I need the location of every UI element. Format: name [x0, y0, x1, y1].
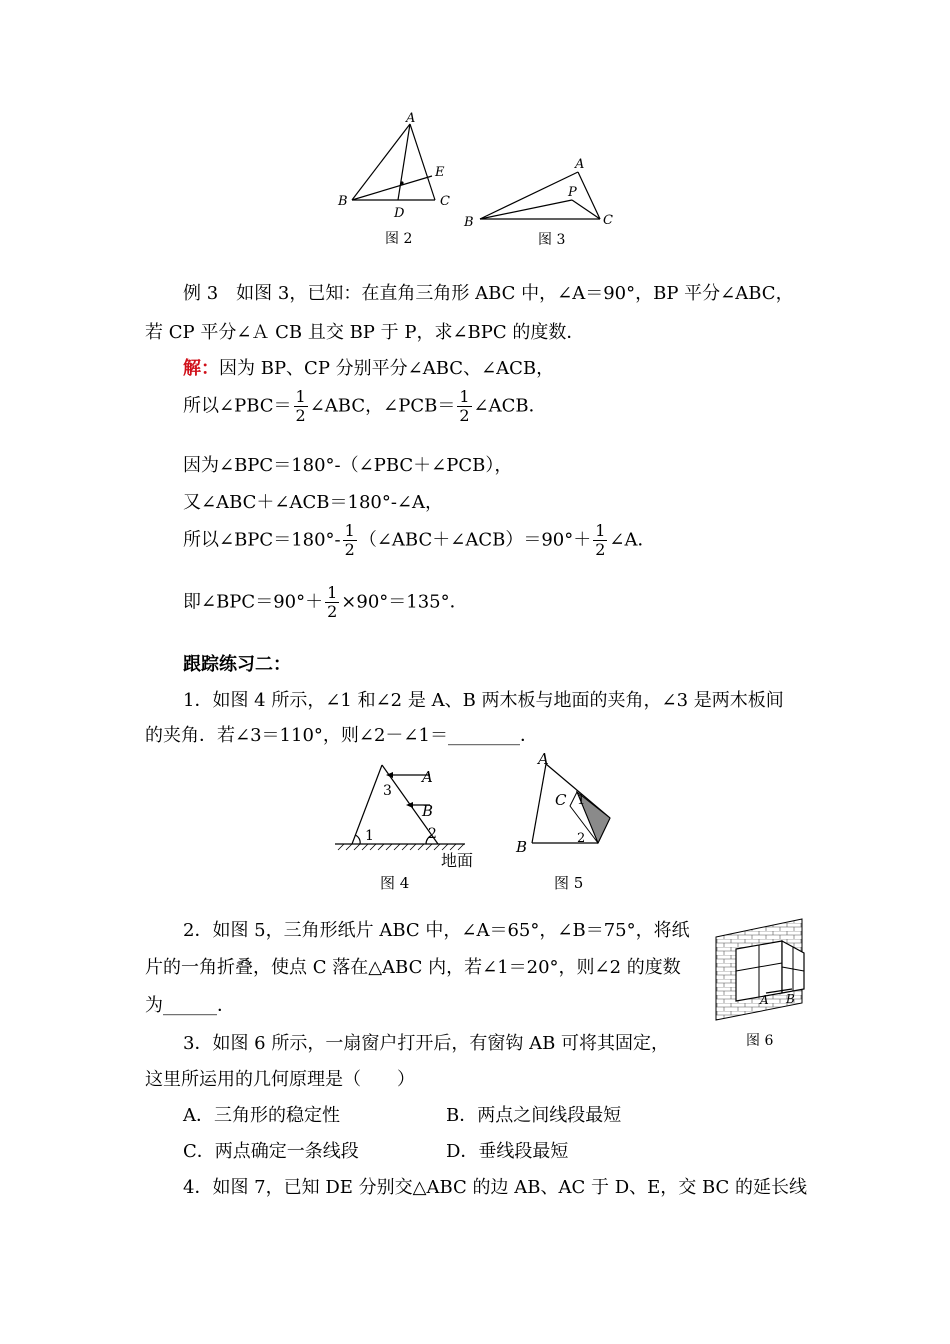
q1-line1: 1．如图 4 所示，∠1 和∠2 是 A、B 两木板与地面的夹角，∠3 是两木板间 [183, 690, 784, 711]
fig6-label-b: B [786, 992, 795, 1006]
example3-line2: 若 CP 平分∠Ａ CB 且交 BP 于 P，求∠BPC 的度数． [145, 322, 585, 343]
frac-den: 2 [459, 406, 470, 425]
solution-text-2c: ∠ACB． [473, 395, 547, 417]
frac-num: 1 [459, 387, 470, 406]
fig4-label-ground: 地面 [441, 851, 474, 870]
figure-3 [460, 150, 620, 250]
fig5-label-c: C [555, 791, 567, 809]
solution-text-5a: 所以∠BPC＝180°- [183, 529, 341, 551]
solution-text-6b: ×90°＝135°． [341, 591, 468, 613]
frac-den: 2 [344, 540, 355, 559]
solution-text-5c: ∠A． [609, 529, 656, 551]
figure-5 [510, 748, 630, 893]
solution-text-2b: ∠ABC，∠PCB＝ [309, 395, 456, 417]
fig2-label-d: D [394, 206, 405, 221]
fig4-label-2: 2 [428, 826, 437, 842]
frac-num: 1 [344, 521, 355, 540]
solution-text-1: 因为 BP、CP 分别平分∠ABC、∠ACB， [219, 358, 555, 379]
solution-line3: 因为∠BPC＝180°-（∠PBC＋∠PCB）， [183, 455, 513, 476]
fig6-label-a: A [760, 993, 769, 1007]
fraction-half [325, 584, 339, 621]
q3-option-a: A．三角形的稳定性 [183, 1105, 340, 1126]
fig3-label-c: C [603, 213, 613, 228]
fraction-half [343, 522, 357, 559]
fig4-label-1: 1 [365, 828, 374, 844]
fig3-label-b: B [464, 215, 474, 230]
solution-text-2a: 所以∠PBC＝ [183, 395, 292, 417]
figure-4 [330, 755, 490, 895]
fig3-label-p: P [568, 185, 577, 200]
q3-option-d: D．垂线段最短 [446, 1141, 569, 1162]
fig6-caption: 图 6 [746, 1033, 774, 1049]
solution-text-5b: （∠ABC＋∠ACB）＝90°＋ [358, 529, 592, 551]
fig5-label-2: 2 [577, 831, 586, 846]
frac-num: 1 [295, 387, 306, 406]
fig5-label-a: A [538, 750, 549, 768]
q3-option-c: C．两点确定一条线段 [183, 1141, 359, 1162]
q2-line1: 2．如图 5，三角形纸片 ABC 中，∠A＝65°，∠B＝75°，将纸 [183, 920, 690, 941]
fraction-half [457, 388, 471, 425]
frac-den: 2 [595, 540, 606, 559]
frac-num: 1 [595, 521, 606, 540]
figure-6 [710, 915, 810, 1055]
q4-line1: 4．如图 7，已知 DE 分别交△ABC 的边 AB、AC 于 D、E，交 BC 的延长线 [183, 1177, 808, 1198]
solution-line2 [183, 388, 547, 425]
figure-2 [330, 110, 460, 250]
solution-line6 [183, 584, 468, 621]
fig2-label-e: E [435, 165, 445, 180]
fig2-label-a: A [406, 111, 416, 126]
fig2-caption: 图 2 [385, 231, 413, 247]
fig4-label-3: 3 [383, 783, 392, 799]
frac-den: 2 [327, 602, 338, 621]
fig4-caption: 图 4 [380, 874, 410, 892]
fig5-caption: 图 5 [554, 874, 584, 892]
fig5-label-1: 1 [577, 793, 586, 808]
q2-line3: 为______． [145, 995, 235, 1016]
q3-line2: 这里所运用的几何原理是（ ） [145, 1069, 415, 1090]
fig4-label-b: B [422, 802, 434, 820]
solution-line1 [183, 354, 554, 380]
solution-line4: 又∠ABC＋∠ACB＝180°-∠A， [183, 492, 444, 513]
solution-text-6a: 即∠BPC＝90°＋ [183, 591, 324, 613]
frac-num: 1 [327, 583, 338, 602]
fig2-label-c: C [440, 194, 450, 209]
fig3-label-a: A [575, 157, 585, 172]
q1-line2: 的夹角．若∠3＝110°，则∠2－∠1＝________． [145, 725, 538, 746]
practice-title: 跟踪练习二： [183, 654, 291, 675]
fraction-half [593, 522, 607, 559]
fig4-label-a: A [422, 768, 433, 786]
solution-label: 解： [183, 358, 219, 379]
fig5-label-b: B [516, 838, 528, 856]
fraction-half [294, 388, 308, 425]
fig2-label-b: B [338, 194, 348, 209]
example3-line1: 例 3 如图 3，已知：在直角三角形 ABC 中，∠A＝90°，BP 平分∠ABC， [183, 283, 794, 304]
solution-line5 [183, 522, 656, 559]
q2-line2: 片的一角折叠，使点 C 落在△ABC 内，若∠1＝20°，则∠2 的度数 [145, 957, 681, 978]
fig3-caption: 图 3 [538, 232, 566, 248]
q3-option-b: B．两点之间线段最短 [446, 1105, 622, 1126]
frac-den: 2 [295, 406, 306, 425]
q3-line1: 3．如图 6 所示，一扇窗户打开后，有窗钩 AB 可将其固定， [183, 1033, 670, 1054]
